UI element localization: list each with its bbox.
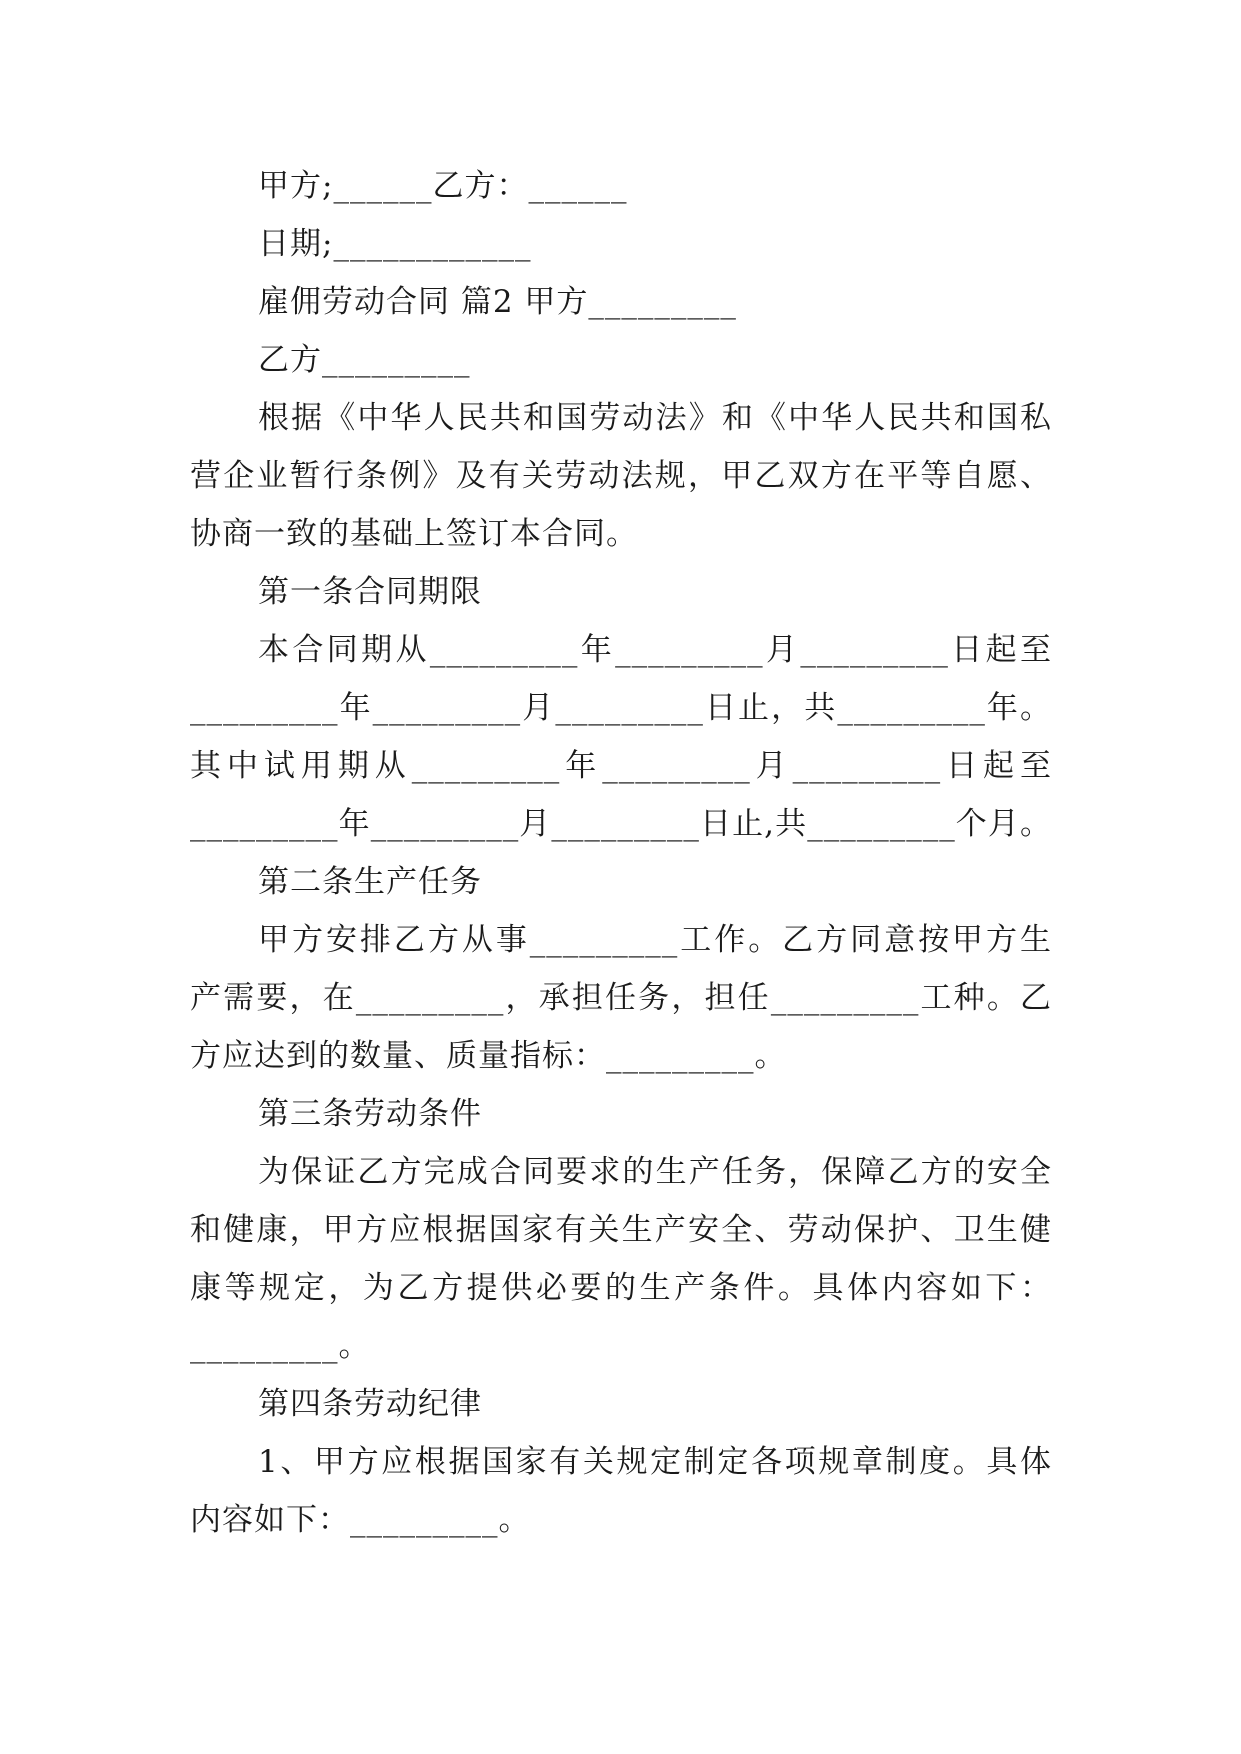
article-3-line-1: 为保证乙方完成合同要求的生产任务，保障乙方的安全 [258,1154,1052,1190]
party-signature-line: 甲方;______乙方：______ [258,168,628,204]
article-3-heading: 第三条劳动条件 [258,1096,482,1132]
article-3-line-2: 和健康，甲方应根据国家有关生产安全、劳动保护、卫生健 [190,1212,1052,1248]
article-2-line-2: 产需要，在_________，承担任务，担任_________工种。乙 [190,980,1052,1016]
article-4-line-2: 内容如下：_________。 [190,1502,531,1538]
intro-paragraph-line-2: 营企业暂行条例》及有关劳动法规，甲乙双方在平等自愿、 [190,458,1052,494]
contract-title-line: 雇佣劳动合同 篇2 甲方_________ [258,284,737,320]
party-b-line: 乙方_________ [258,342,471,378]
article-1-heading: 第一条合同期限 [258,574,482,610]
article-4-heading: 第四条劳动纪律 [258,1386,482,1422]
article-3-line-3: 康等规定，为乙方提供必要的生产条件。具体内容如下： [190,1270,1052,1306]
article-2-line-3: 方应达到的数量、质量指标：_________。 [190,1038,787,1074]
intro-paragraph-line-1: 根据《中华人民共和国劳动法》和《中华人民共和国私 [258,400,1052,436]
article-1-line-1: 本合同期从_________年_________月_________日起至 [258,632,1052,668]
article-3-line-4: _________。 [190,1328,371,1364]
date-line: 日期;____________ [258,226,532,262]
article-4-line-1: 1、甲方应根据国家有关规定制定各项规章制度。具体 [258,1444,1052,1480]
article-1-line-3: 其中试用期从_________年_________月_________日起至 [190,748,1052,784]
article-2-heading: 第二条生产任务 [258,864,482,900]
intro-paragraph-line-3: 协商一致的基础上签订本合同。 [190,516,638,552]
article-1-line-4: _________年_________月_________日止,共_________个月。 [190,806,1052,842]
article-1-line-2: _________年_________月_________日止，共_________年。 [190,690,1052,726]
article-2-line-1: 甲方安排乙方从事_________工作。乙方同意按甲方生 [258,922,1052,958]
